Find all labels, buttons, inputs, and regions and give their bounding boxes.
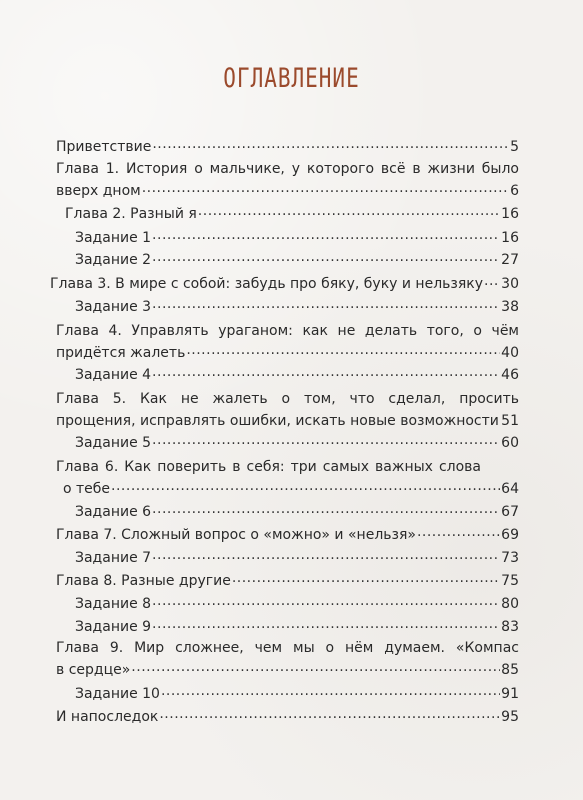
entry-title: Глава 3. В мире с собой: забудь про бяку, буку и нельзяку <box>50 276 484 292</box>
leader-dots <box>417 525 500 539</box>
leader-dots <box>142 181 509 195</box>
entry-page: 30 <box>501 276 519 292</box>
entry-page: 73 <box>501 550 519 566</box>
leader-dots <box>152 594 500 608</box>
entry-title: Задание 1 <box>75 230 152 246</box>
entry-title: Приветствие <box>56 139 152 155</box>
toc-entry[interactable] <box>56 637 519 681</box>
entry-page: 51 <box>501 413 519 429</box>
entry-title: Задание 4 <box>75 367 152 383</box>
entry-title: Глава 8. Разные другие <box>56 573 231 589</box>
toc-entry[interactable] <box>75 501 519 523</box>
entry-page: 38 <box>501 299 519 315</box>
entry-title-line-1: Глава 5. Как не жалеть о том, что сделал, просить <box>56 391 519 407</box>
entry-page: 67 <box>501 504 519 520</box>
entry-page: 16 <box>501 206 519 222</box>
entry-page: 83 <box>501 619 519 635</box>
leader-dots <box>161 684 500 698</box>
entry-title: И напоследок <box>56 709 159 725</box>
entry-page: 27 <box>501 252 519 268</box>
toc-entry[interactable] <box>75 593 519 615</box>
entry-title: придётся жалеть <box>56 345 186 361</box>
entry-page: 16 <box>501 230 519 246</box>
entry-title: Задание 10 <box>75 686 160 702</box>
entry-page: 46 <box>501 367 519 383</box>
entry-page: 64 <box>501 481 519 497</box>
entry-title: в сердце» <box>56 662 131 678</box>
toc-entry[interactable] <box>56 456 519 500</box>
toc-entry[interactable] <box>75 364 519 386</box>
entry-page: 69 <box>501 527 519 543</box>
leader-dots <box>484 274 500 288</box>
leader-dots <box>198 204 500 218</box>
entry-title: Задание 2 <box>75 252 152 268</box>
toc-entry[interactable] <box>56 136 519 158</box>
entry-page: 80 <box>501 596 519 612</box>
leader-dots <box>152 365 500 379</box>
toc-entry[interactable] <box>75 296 519 318</box>
entry-page: 95 <box>501 709 519 725</box>
leader-dots <box>159 707 500 721</box>
entry-title: прощения, исправлять ошибки, искать новые возможности <box>56 413 499 429</box>
entry-title-line-1: Глава 6. Как поверить в себя: три самых важных слова <box>56 459 481 475</box>
leader-dots <box>152 548 500 562</box>
toc-entry[interactable] <box>56 706 519 728</box>
toc-entry[interactable] <box>75 227 519 249</box>
entry-title-line-1: Глава 4. Управлять ураганом: как не делать того, о чём <box>56 323 519 339</box>
leader-dots <box>152 297 500 311</box>
entry-title: Глава 2. Разный я <box>65 206 197 222</box>
leader-dots <box>152 433 500 447</box>
entry-page: 60 <box>501 435 519 451</box>
toc-entry[interactable] <box>56 158 519 202</box>
entry-title: Задание 8 <box>75 596 152 612</box>
entry-page: 91 <box>501 686 519 702</box>
entry-title: Задание 3 <box>75 299 152 315</box>
leader-dots <box>152 502 500 516</box>
leader-dots <box>152 250 500 264</box>
toc-entry[interactable] <box>75 616 519 638</box>
toc-entry[interactable] <box>75 432 519 454</box>
toc-entry[interactable] <box>56 320 519 364</box>
leader-dots <box>186 343 500 357</box>
toc-entry[interactable] <box>56 524 519 546</box>
toc-entry[interactable] <box>75 547 519 569</box>
entry-title: Глава 7. Сложный вопрос о «можно» и «нельзя» <box>56 527 416 543</box>
entry-title: Задание 7 <box>75 550 152 566</box>
leader-dots <box>152 228 500 242</box>
entry-page: 40 <box>501 345 519 361</box>
entry-title: вверх дном <box>56 183 141 199</box>
entry-title: о тебе <box>63 481 111 497</box>
entry-title: Задание 5 <box>75 435 152 451</box>
toc-entry[interactable] <box>75 683 519 705</box>
toc-entry[interactable] <box>75 249 519 271</box>
entry-title-line-1: Глава 1. История о мальчике, у которого всё в жизни было <box>56 161 519 177</box>
toc-entry[interactable] <box>56 570 519 592</box>
toc-entry[interactable] <box>56 388 519 432</box>
leader-dots <box>111 479 500 493</box>
leader-dots <box>131 660 500 674</box>
entry-page: 5 <box>510 139 519 155</box>
page-title: ОГЛАВЛЕНИЕ <box>223 63 360 93</box>
toc-entry[interactable] <box>65 203 519 225</box>
entry-title: Задание 9 <box>75 619 152 635</box>
entry-page: 85 <box>501 662 519 678</box>
leader-dots <box>152 137 509 151</box>
entry-title-line-1: Глава 9. Мир сложнее, чем мы о нём думаем. «Компас <box>56 640 519 656</box>
entry-page: 75 <box>501 573 519 589</box>
leader-dots <box>152 617 500 631</box>
leader-dots <box>232 571 500 585</box>
entry-page: 6 <box>510 183 519 199</box>
entry-title: Задание 6 <box>75 504 152 520</box>
toc-entry[interactable] <box>50 273 519 295</box>
